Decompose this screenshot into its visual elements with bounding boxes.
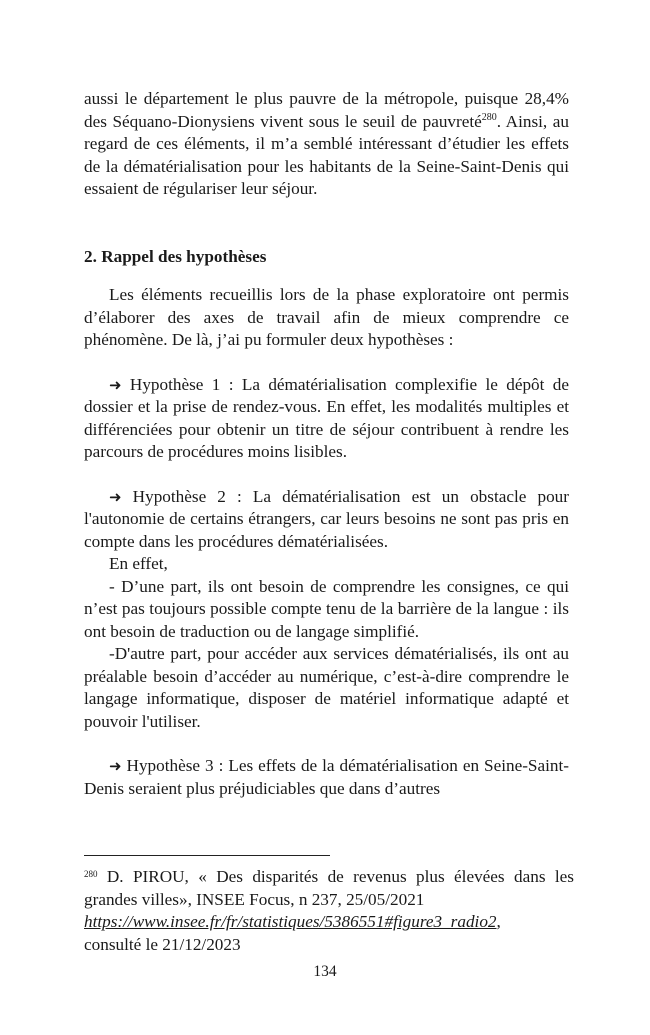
spacer — [84, 201, 569, 246]
hypothesis-3 — [84, 755, 569, 800]
section-heading: 2. Rappel des hypothèses — [84, 246, 267, 266]
hypothesis-1-text: Hypothèse 1 : La dématérialisation complexifie le dépôt de dossier et la prise de rendez-vous. En effet, les modalités multiples et différenciées pour obtenir un titre de séjour contribuent à rendre les parcours de procédures moins lisibles. — [84, 374, 569, 461]
intro-paragraph — [84, 88, 569, 201]
footnote-consulted: consulté le 21/12/2023 — [84, 934, 241, 954]
hypothesis-1 — [84, 374, 569, 464]
spacer — [84, 268, 569, 284]
spacer — [84, 733, 569, 755]
footnote-link-line — [84, 911, 574, 934]
detail-point-2: -D'autre part, pour accéder aux services dématérialisés, ils ont au préalable besoin d’accéder au numérique, c’est-à-dire comprendre le langage informatique, disposer de matériel informatique adapté et pouvoir l'utiliser. — [84, 644, 569, 731]
arrow-icon: ➜ — [109, 375, 122, 394]
hypothesis-2-text: Hypothèse 2 : La dématérialisation est un obstacle pour l'autonomie de certains étrangers, car leurs besoins ne sont pas pris en compte dans les procédures dématérialisées. — [84, 486, 569, 551]
footnote-divider — [84, 855, 330, 856]
hypothesis-3-text: Hypothèse 3 : Les effets de la dématérialisation en Seine-Saint-Denis seraient plus préjudiciables que dans d’autres — [84, 756, 569, 798]
footnote-link-suffix: , — [496, 912, 501, 931]
footnote-citation: D. PIROU, « Des disparités de revenus plus élevées dans les grandes villes», INSEE Focus, n 237, 25/05/2021 — [84, 867, 574, 909]
page-body — [84, 88, 569, 800]
en-effet-line: En effet, — [109, 554, 168, 573]
spacer — [84, 352, 569, 374]
footnote-number: 280 — [84, 869, 98, 879]
footnote-block — [84, 866, 574, 956]
hypothesis-2 — [84, 486, 569, 554]
intro-text-a: aussi le département le plus pauvre de la métropole, puisque 28,4% des Séquano-Dionysiens vivent sous le seuil de pauvreté — [84, 89, 569, 131]
footnote-reference[interactable]: 280 — [481, 111, 497, 123]
section-lead-paragraph: Les éléments recueillis lors de la phase exploratoire ont permis d’élaborer des axes de travail afin de mieux comprendre ce phénomène. De là, j’ai pu formuler deux hypothèses : — [84, 285, 569, 349]
intro-text-b: . Ainsi, au regard de ces éléments, il m’a semblé intéressant d’étudier les effets de la dématérialisation pour les habitants de la Seine-Saint-Denis qui essaient de régulariser leur séjour. — [84, 111, 569, 198]
arrow-icon: ➜ — [109, 757, 122, 775]
footnote-link[interactable]: https://www.insee.fr/fr/statistiques/5386551#figure3_radio2 — [84, 912, 497, 931]
footnote-280 — [84, 866, 574, 911]
spacer — [84, 464, 569, 486]
detail-point-1: - D’une part, ils ont besoin de comprendre les consignes, ce qui n’est pas toujours possible compte tenu de la barrière de la langue : ils ont besoin de traduction ou de langage simplifié. — [84, 576, 569, 641]
arrow-icon: ➜ — [109, 487, 122, 506]
page-number: 134 — [313, 963, 337, 980]
